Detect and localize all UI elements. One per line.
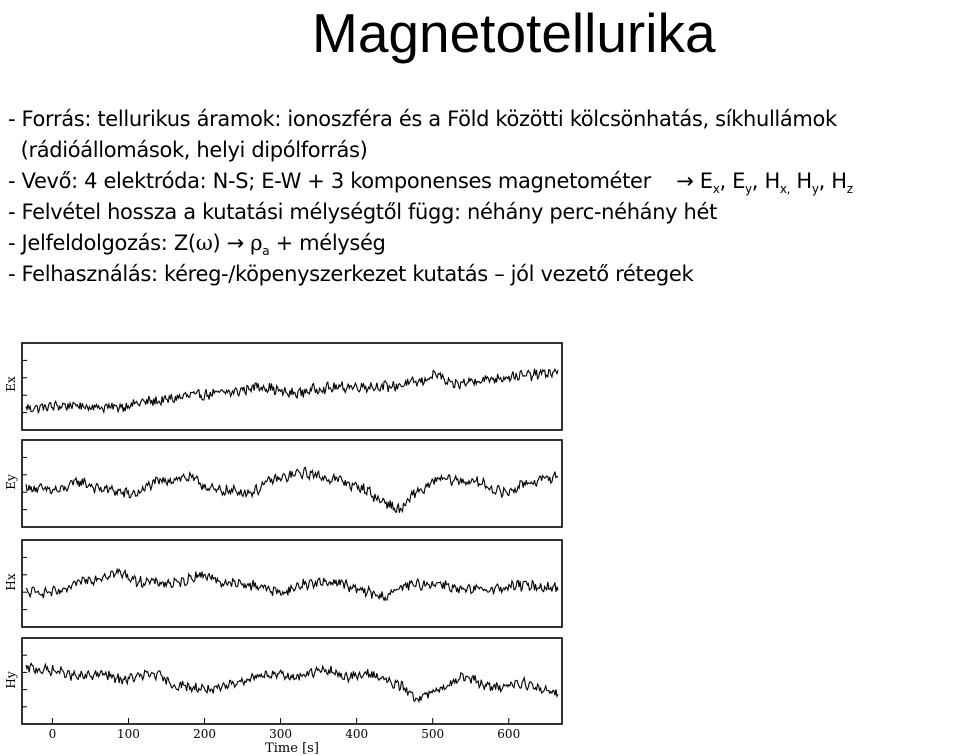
signal-trace <box>26 663 558 701</box>
x-tick-label: 400 <box>345 727 369 741</box>
trace-panel-hx <box>4 540 562 627</box>
x-tick-label: 600 <box>497 727 521 741</box>
bullet-usage: - Felhasználás: kéreg-/köpenyszerkezet kutatás – jól vezető rétegek <box>8 262 694 286</box>
component-list: $E_x$, $E_y$, $H_{x,}$ $H_y$, $H_z$ <box>699 169 853 196</box>
signal-trace <box>26 569 558 600</box>
x-tick-label: 200 <box>193 727 216 741</box>
signal-trace <box>26 369 558 414</box>
x-tick-label: 500 <box>421 727 445 741</box>
x-tick-label: 300 <box>269 727 293 741</box>
trace-panel-ey <box>4 440 562 527</box>
x-tick-label: 100 <box>117 727 140 741</box>
rho-symbol: ρ <box>250 231 263 255</box>
panel-frame <box>22 343 562 430</box>
bullet-recording-length: - Felvétel hossza a kutatási mélységtől függ: néhány perc-néhány hét <box>8 200 717 224</box>
x-axis-label: Time [s] <box>265 741 319 756</box>
panel-frame <box>22 440 562 527</box>
panel-label: Ey <box>4 474 18 490</box>
x-tick-label: 0 <box>48 727 57 741</box>
panel-label: Ex <box>4 376 18 392</box>
panel-label: Hy <box>4 671 18 689</box>
bullet-source: - Forrás: tellurikus áramok: ionoszféra és a Föld közötti kölcsönhatás, síkhullámok <box>8 107 837 131</box>
slide-title: Magnetotellurika <box>312 2 716 64</box>
panel-frame <box>22 540 562 627</box>
arrow-icon: → <box>676 169 694 193</box>
bullet-source-continuation: (rádióállomások, helyi dipólforrás) <box>20 138 368 162</box>
bullet-processing: - Jelfeldolgozás: $Z(\omega) \to \rho_a$ + mélység <box>8 231 386 258</box>
omega-symbol: ω <box>195 231 213 255</box>
trace-panel-hy <box>4 638 562 724</box>
bullet-receiver: - Vevő: 4 elektróda: N-S; E-W + 3 komponenses magnetométer → $E_x$, $E_y$, $H_{x,}$ $H_y$, $H_z$ <box>8 169 853 196</box>
panel-label: Hx <box>4 573 18 591</box>
trace-panel-ex <box>4 343 562 430</box>
signal-trace <box>26 468 558 513</box>
